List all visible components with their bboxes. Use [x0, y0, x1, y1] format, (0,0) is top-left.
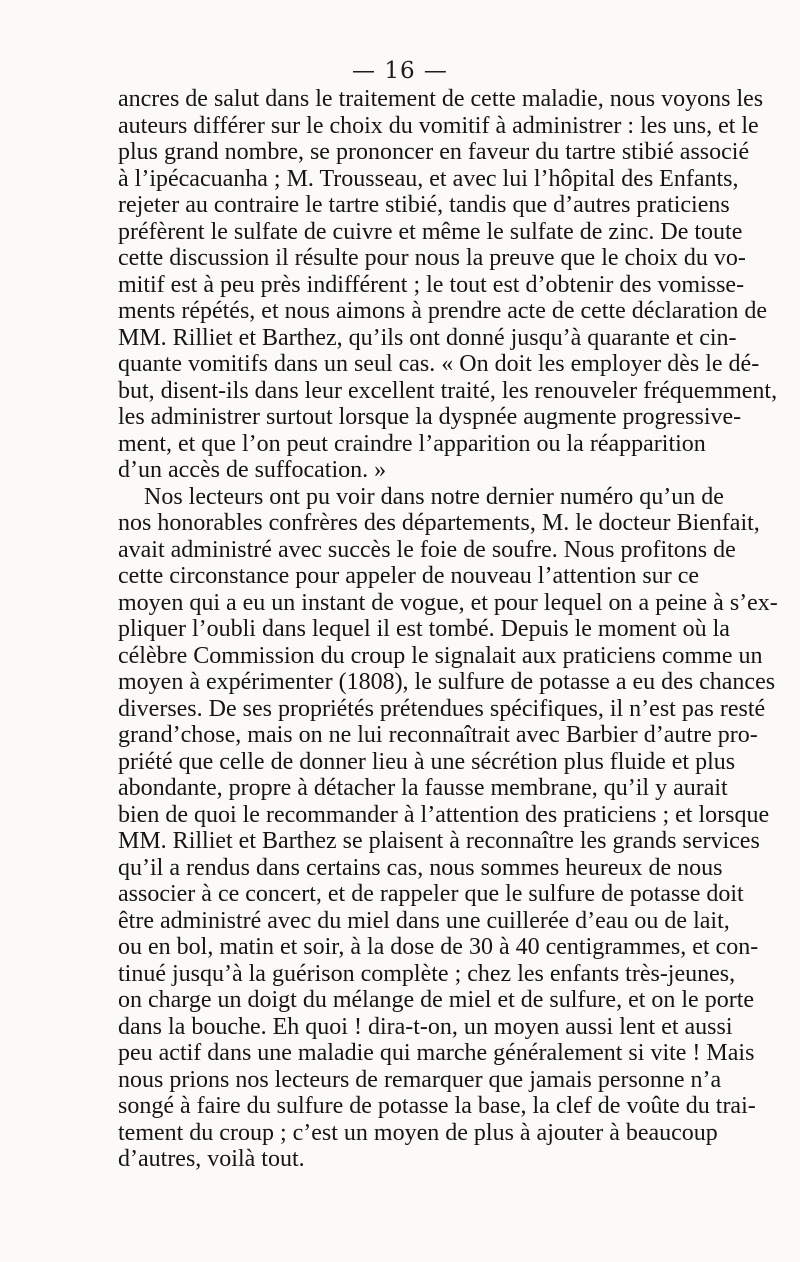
text-line: associer à ce concert, et de rappeler que le sulfure de potasse doit	[118, 881, 744, 907]
text-line: d’un accès de suffocation. »	[118, 457, 387, 483]
text-line: ments répétés, et nous aimons à prendre acte de cette déclaration de	[118, 298, 768, 324]
text-line: MM. Rilliet et Barthez se plaisent à reconnaître les grands services	[118, 828, 760, 854]
text-line: nous prions nos lecteurs de remarquer que jamais personne n’a	[118, 1066, 722, 1093]
text-line: nos honorables confrères des départements, M. le docteur Bienfait,	[118, 510, 760, 536]
text-line: dans la bouche. Eh quoi ! dira-t-on, un moyen aussi lent et aussi	[118, 1013, 733, 1040]
text-line: à l’ipécacuanha ; M. Trousseau, et avec lui l’hôpital des Enfants,	[118, 165, 739, 192]
body-text	[118, 86, 778, 1173]
text-line: diverses. De ses propriétés prétendues spécifiques, il n’est pas resté	[118, 695, 766, 722]
text-line: ment, et que l’on peut craindre l’apparition ou la réapparition	[118, 430, 706, 457]
text-line: but, disent-ils dans leur excellent traité, les renouveler fréquemment,	[118, 377, 778, 404]
text-line: célèbre Commission du croup le signalait aux praticiens comme un	[118, 642, 763, 669]
text-line: rejeter au contraire le tartre stibié, tandis que d’autres praticiens	[118, 192, 730, 218]
text-line: grand’chose, mais on ne lui reconnaîtrait avec Barbier d’autre pro-	[118, 722, 758, 748]
text-line: qu’il a rendus dans certains cas, nous sommes heureux de nous	[118, 854, 723, 881]
text-line: moyen qui a eu un instant de vogue, et pour lequel on a peine à s’ex-	[118, 589, 778, 616]
paragraph	[118, 86, 778, 484]
text-line: préfèrent le sulfate de cuivre et même le sulfate de zinc. De toute	[118, 218, 743, 245]
text-line: ou en bol, matin et soir, à la dose de 30 à 40 centigrammes, et con-	[118, 934, 759, 960]
text-line: cette discussion il résulte pour nous la preuve que le choix du vo-	[118, 245, 746, 271]
text-line: priété que celle de donner lieu à une sécrétion plus fluide et plus	[118, 748, 736, 775]
text-line: avait administré avec succès le foie de soufre. Nous profitons de	[118, 536, 736, 563]
paragraph	[118, 483, 778, 1173]
text-line: pliquer l’oubli dans lequel il est tombé. Depuis le moment où la	[118, 616, 730, 642]
text-line: quante vomitifs dans un seul cas. « On doit les employer dès le dé-	[118, 351, 760, 377]
text-line: les administrer surtout lorsque la dyspnée augmente progressive-	[118, 404, 742, 430]
text-line: ancres de salut dans le traitement de cette maladie, nous voyons les	[118, 86, 764, 112]
text-line: moyen à expérimenter (1808), le sulfure de potasse a eu des chances	[118, 669, 776, 695]
text-line: cette circonstance pour appeler de nouveau l’attention sur ce	[118, 563, 700, 589]
text-line: peu actif dans une maladie qui marche généralement si vite ! Mais	[118, 1040, 755, 1066]
text-line: mitif est à peu près indifférent ; le tout est d’obtenir des vomisse-	[118, 271, 745, 298]
text-line: bien de quoi le recommander à l’attention des praticiens ; et lorsque	[118, 801, 770, 828]
text-line: plus grand nombre, se prononcer en faveur du tartre stibié associé	[118, 139, 750, 165]
text-line: tinué jusqu’à la guérison complète ; chez les enfants très-jeunes,	[118, 960, 736, 987]
text-line: tement du croup ; c’est un moyen de plus à ajouter à beaucoup	[118, 1119, 718, 1146]
text-line: auteurs différer sur le choix du vomitif à administrer : les uns, et le	[118, 112, 759, 139]
text-line: songé à faire du sulfure de potasse la base, la clef de voûte du trai-	[118, 1093, 756, 1119]
text-line: MM. Rilliet et Barthez, qu’ils ont donné jusqu’à quarante et cin-	[118, 324, 737, 351]
text-line: on charge un doigt du mélange de miel et de sulfure, et on le porte	[118, 987, 755, 1013]
text-line: être administré avec du miel dans une cuillerée d’eau ou de lait,	[118, 907, 730, 934]
text-line: abondante, propre à détacher la fausse membrane, qu’il y aurait	[118, 775, 728, 801]
text-line: d’autres, voilà tout.	[118, 1146, 305, 1172]
page-number: — 16 —	[352, 58, 448, 84]
text-line: Nos lecteurs ont pu voir dans notre dernier numéro qu’un de	[144, 483, 724, 510]
